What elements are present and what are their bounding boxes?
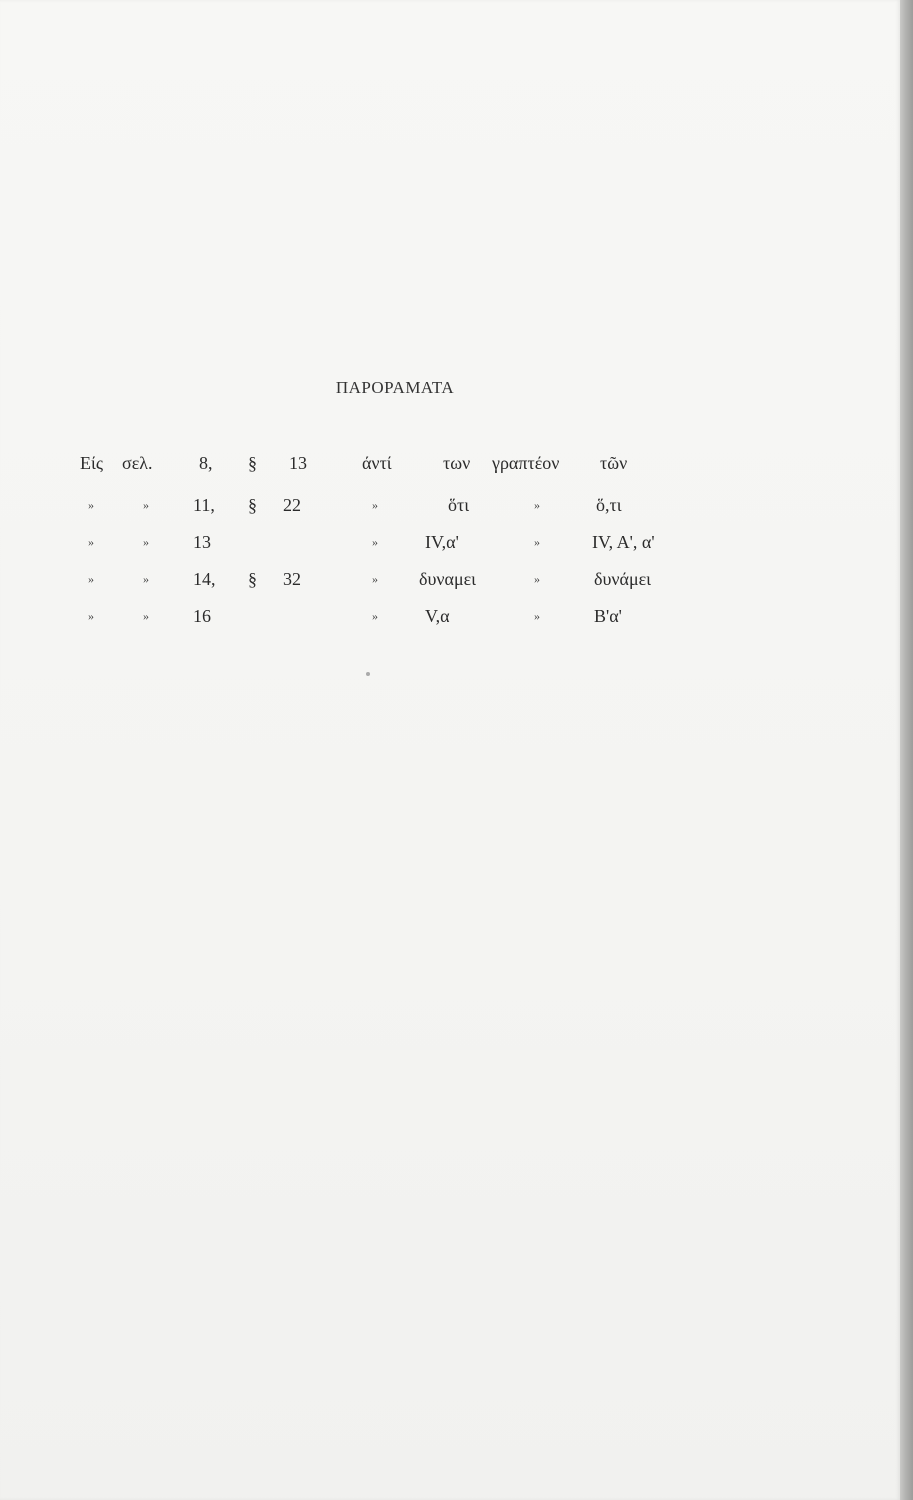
errata-cell-instead: άντί <box>362 453 392 473</box>
errata-cell-correct: δυνάμει <box>594 569 652 589</box>
errata-cell-instead: » <box>372 498 378 512</box>
errata-cell-wrong: δυναμει <box>419 569 477 589</box>
errata-cell-section: 32 <box>283 569 301 589</box>
errata-cell-instead: » <box>372 609 378 623</box>
errata-cell-section-sign: § <box>248 569 257 589</box>
errata-cell-instead: » <box>372 535 378 549</box>
errata-cell-wrong: των <box>443 453 471 473</box>
errata-cell-page-label: » <box>143 535 149 549</box>
page-title: ΠΑΡΟΡΑΜΑΤΑ <box>335 378 455 397</box>
errata-cell-write: » <box>534 535 540 549</box>
errata-cell-wrong: ὅτι <box>448 495 470 515</box>
errata-cell-correct: B'α' <box>594 606 622 626</box>
errata-cell-section-sign: § <box>248 453 257 473</box>
errata-cell-page-label: » <box>143 572 149 586</box>
errata-cell-page: 8, <box>199 453 213 473</box>
errata-cell-page: 11, <box>193 495 215 515</box>
errata-cell-wrong: V,α <box>425 606 450 626</box>
errata-cell-page-label: σελ. <box>122 453 153 473</box>
page-edge <box>900 0 913 1500</box>
errata-cell-prefix: Είς <box>80 453 103 473</box>
ink-speck <box>366 672 370 676</box>
errata-cell-page-label: » <box>143 498 149 512</box>
errata-cell-prefix: » <box>88 609 94 623</box>
errata-cell-section-sign: § <box>248 495 257 515</box>
errata-cell-correct: τῶν <box>600 453 628 473</box>
errata-cell-wrong: IV,α' <box>425 532 459 552</box>
errata-cell-correct: ὅ,τι <box>596 495 622 515</box>
errata-cell-prefix: » <box>88 572 94 586</box>
errata-cell-page: 14, <box>193 569 216 589</box>
errata-cell-write: » <box>534 609 540 623</box>
errata-cell-write: γραπτέον <box>492 453 560 473</box>
errata-cell-prefix: » <box>88 535 94 549</box>
errata-cell-prefix: » <box>88 498 94 512</box>
errata-cell-write: » <box>534 572 540 586</box>
errata-cell-correct: IV, A', α' <box>592 532 655 552</box>
errata-cell-section: 13 <box>289 453 307 473</box>
errata-cell-page-label: » <box>143 609 149 623</box>
errata-cell-page: 16 <box>193 606 211 626</box>
errata-cell-instead: » <box>372 572 378 586</box>
errata-cell-section: 22 <box>283 495 301 515</box>
errata-cell-page: 13 <box>193 532 211 552</box>
errata-cell-write: » <box>534 498 540 512</box>
